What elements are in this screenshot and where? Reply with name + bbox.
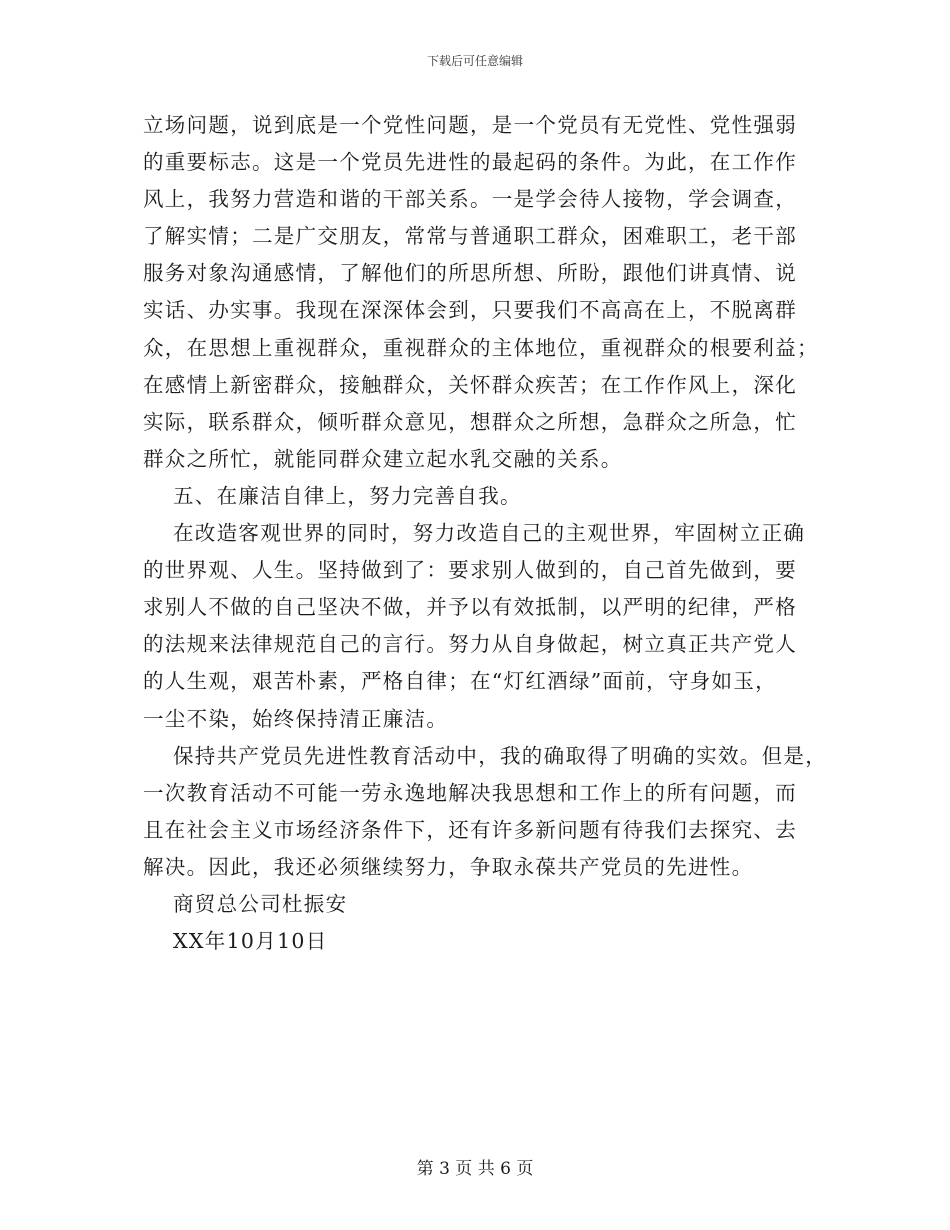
body-line: 保持共产党员先进性教育活动中，我的确取得了明确的实效。但是， [173, 743, 827, 768]
page-footer: 第 3 页 共 6 页 [416, 1159, 534, 1179]
body-line: 实际，联系群众，倾听群众意见，想群众之所想，急群众之所急，忙 [143, 409, 797, 434]
page-header: 下载后可任意编辑 [426, 54, 523, 68]
body-line: 实话、办实事。我现在深深体会到，只要我们不高高在上，不脱离群 [143, 298, 797, 323]
body-line: 众，在思想上重视群众，重视群众的主体地位，重视群众的根要利益； [143, 335, 819, 360]
body-line: 服务对象沟通感情，了解他们的所思所想、所盼，跟他们讲真情、说 [143, 261, 797, 286]
body-line: 在感情上新密群众，接触群众，关怀群众疾苦；在工作作风上，深化 [143, 372, 797, 397]
body-line: 风上，我努力营造和谐的干部关系。一是学会待人接物，学会调查， [143, 187, 797, 212]
body-line: 了解实情；二是广交朋友，常常与普通职工群众，困难职工，老干部 [143, 224, 797, 249]
body-line: 的法规来法律规范自己的言行。努力从自身做起，树立真正共产党人 [143, 632, 797, 657]
document-body [143, 107, 833, 960]
body-line: 求别人不做的自己坚决不做，并予以有效抵制，以严明的纪律，严格 [143, 595, 797, 620]
body-line: 解决。因此，我还必须继续努力，争取永葆共产党员的先进性。 [143, 854, 754, 879]
signature-name: 商贸总公司杜振安 [173, 891, 348, 916]
body-line: 一尘不染，始终保持清正廉洁。 [143, 706, 449, 731]
body-line: 一次教育活动不可能一劳永逸地解决我思想和工作上的所有问题，而 [143, 780, 797, 805]
body-line: 在改造客观世界的同时，努力改造自己的主观世界，牢固树立正确 [173, 521, 806, 546]
body-line: 的重要标志。这是一个党员先进性的最起码的条件。为此，在工作作 [143, 150, 797, 175]
section-heading: 五、在廉洁自律上，努力完善自我。 [173, 483, 522, 508]
signature-date: XX年10月10日 [173, 929, 328, 954]
body-line: 立场问题，说到底是一个党性问题，是一个党员有无党性、党性强弱 [143, 113, 797, 137]
body-line: 的世界观、人生。坚持做到了：要求别人做到的，自己首先做到，要 [143, 558, 797, 583]
body-line: 群众之所忙，就能同群众建立起水乳交融的关系。 [143, 446, 623, 471]
body-line: 且在社会主义市场经济条件下，还有许多新问题有待我们去探究、去 [143, 817, 797, 842]
body-line: 的人生观，艰苦朴素，严格自律；在“灯红酒绿”面前，守身如玉， [143, 669, 777, 694]
